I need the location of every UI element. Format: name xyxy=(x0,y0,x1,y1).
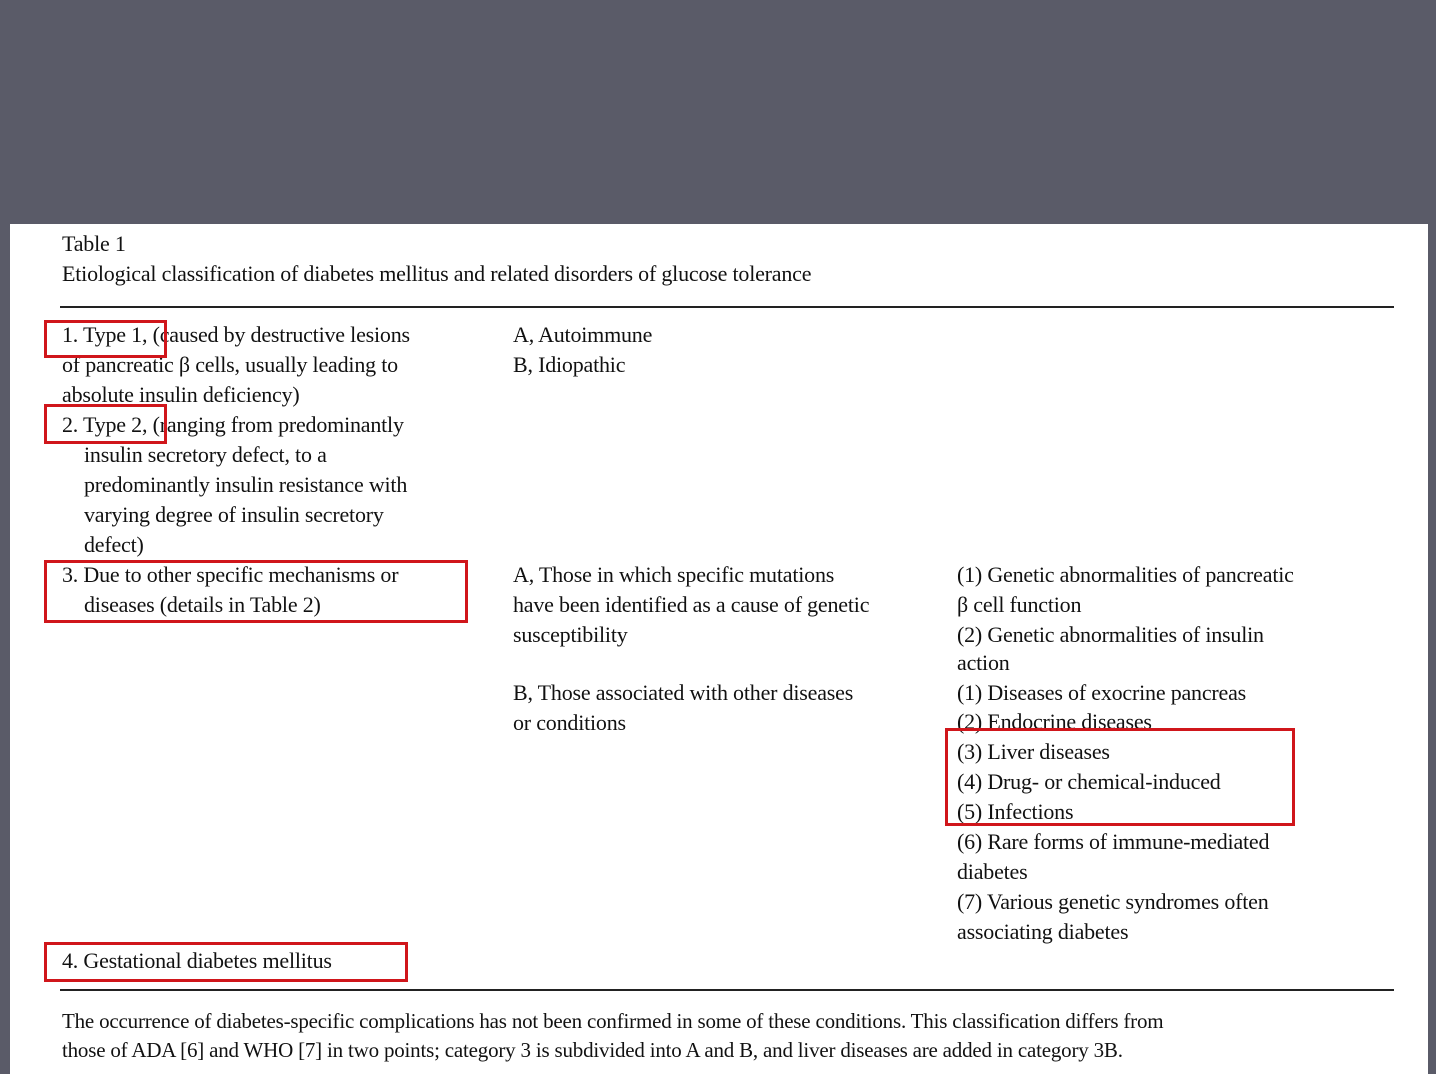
group-a-line-1: A, Those in which specific mutations xyxy=(513,562,835,587)
group-b-item-7: (7) Various genetic syndromes often xyxy=(957,889,1269,914)
highlight-liver-drug-infections xyxy=(945,728,1295,826)
group-a-item-1-cont: β cell function xyxy=(957,592,1082,617)
highlight-gestational xyxy=(44,942,408,982)
gestational-line: 4. Gestational diabetes mellitus xyxy=(62,948,332,973)
footnote-line-1: The occurrence of diabetes-specific complications has not been confirmed in some of these conditions. This classification differs from xyxy=(62,1009,1164,1033)
top-rule xyxy=(60,306,1394,308)
type1-line-2: of pancreatic β cells, usually leading to xyxy=(62,352,398,377)
other-line-1: 3. Due to other specific mechanisms or xyxy=(62,562,399,587)
type2-line-4: varying degree of insulin secretory xyxy=(84,502,384,527)
group-b-item-6-cont: diabetes xyxy=(957,859,1028,884)
bottom-rule xyxy=(60,989,1394,991)
group-b-item-1: (1) Diseases of exocrine pancreas xyxy=(957,680,1247,705)
group-a-line-2: have been identified as a cause of genetic xyxy=(513,592,870,617)
group-b-item-4: (4) Drug- or chemical-induced xyxy=(957,769,1221,794)
group-a-item-2: (2) Genetic abnormalities of insulin xyxy=(957,622,1264,647)
type2-line-5: defect) xyxy=(84,532,144,557)
type1-subtype-b: B, Idiopathic xyxy=(513,352,626,377)
type1-line-3: absolute insulin deficiency) xyxy=(62,382,300,407)
group-b-item-3: (3) Liver diseases xyxy=(957,739,1110,764)
group-b-item-5: (5) Infections xyxy=(957,799,1074,824)
group-a-item-2-cont: action xyxy=(957,650,1010,675)
type2-line-3: predominantly insulin resistance with xyxy=(84,472,408,497)
highlight-type1 xyxy=(44,320,167,358)
group-b-item-7-cont: associating diabetes xyxy=(957,919,1129,944)
footnote-line-2: those of ADA [6] and WHO [7] in two points; category 3 is subdivided into A and B, and liver diseases are added in category 3B. xyxy=(62,1038,1123,1062)
group-b-line-2: or conditions xyxy=(513,710,626,735)
highlight-type2 xyxy=(44,404,167,444)
type1-line-1: 1. Type 1, (caused by destructive lesions xyxy=(62,322,410,347)
type2-line-2: insulin secretory defect, to a xyxy=(84,442,327,467)
group-b-line-1: B, Those associated with other diseases xyxy=(513,680,854,705)
table-label: Table 1 xyxy=(62,231,126,256)
group-b-item-2: (2) Endocrine diseases xyxy=(957,709,1152,734)
document-page xyxy=(10,224,1428,1074)
type2-line-1: 2. Type 2, (ranging from predominantly xyxy=(62,412,404,437)
group-a-line-3: susceptibility xyxy=(513,622,628,647)
highlight-other-specific xyxy=(44,560,468,623)
group-b-item-6: (6) Rare forms of immune-mediated xyxy=(957,829,1270,854)
group-a-item-1: (1) Genetic abnormalities of pancreatic xyxy=(957,562,1294,587)
table-caption: Etiological classification of diabetes mellitus and related disorders of glucose tolerance xyxy=(62,261,812,286)
type1-subtype-a: A, Autoimmune xyxy=(513,322,653,347)
other-line-2: diseases (details in Table 2) xyxy=(84,592,321,617)
